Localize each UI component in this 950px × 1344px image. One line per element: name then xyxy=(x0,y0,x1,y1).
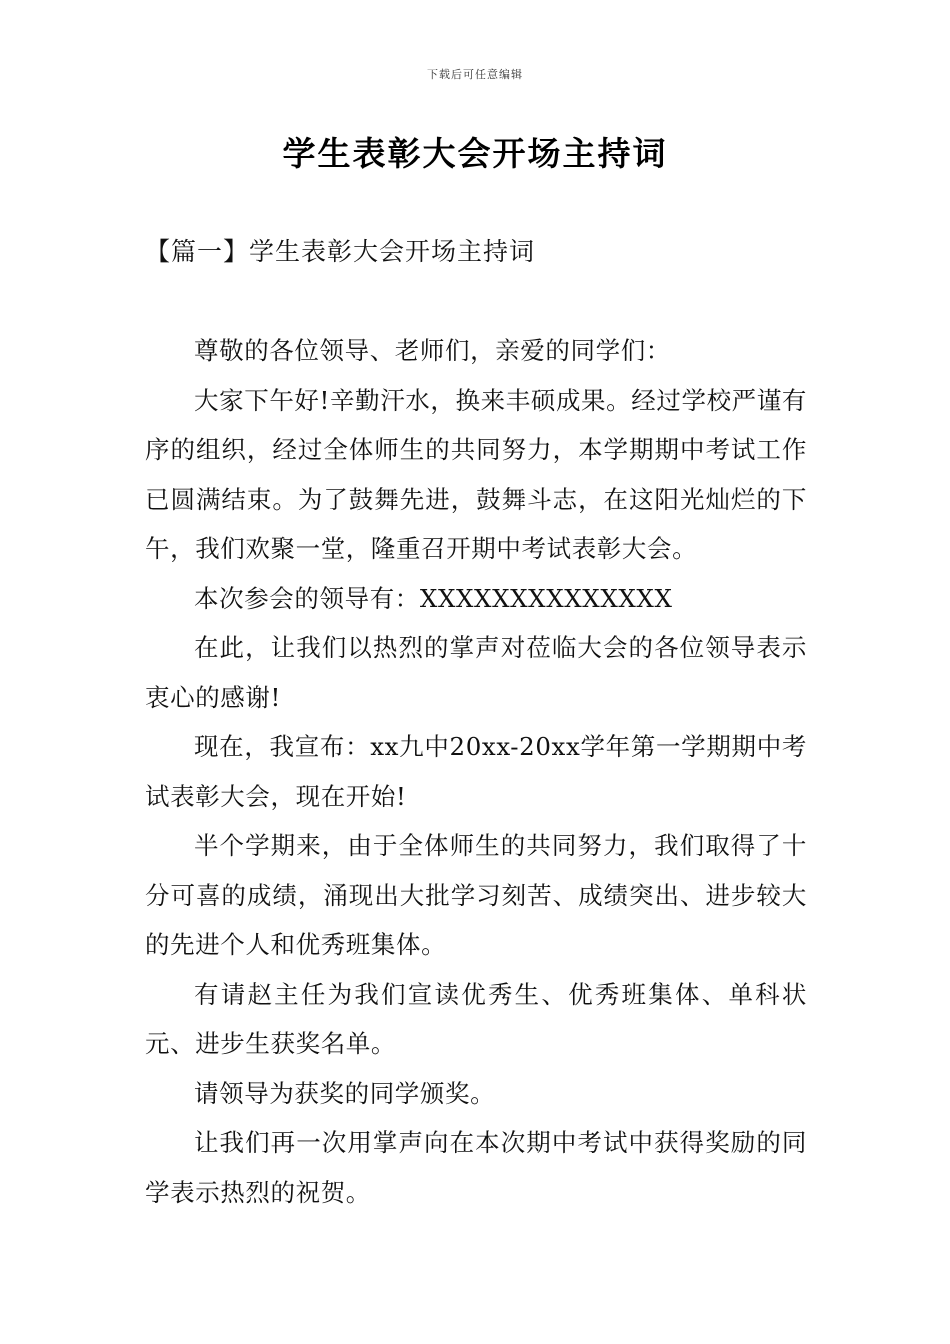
paragraph-greeting: 尊敬的各位领导、老师们，亲爱的同学们： xyxy=(194,336,671,365)
paragraph-award-list: 有请赵主任为我们宣读优秀生、优秀班集体、单科状元、进步生获奖名单。 xyxy=(145,979,807,1058)
paragraph-award-ceremony: 请领导为获奖的同学颁奖。 xyxy=(194,1078,496,1108)
section-heading: 【篇一】学生表彰大会开场主持词 xyxy=(145,237,536,266)
paragraph-leaders: 本次参会的领导有：XXXXXXXXXXXXXX xyxy=(194,583,673,613)
document-title: 学生表彰大会开场主持词 xyxy=(282,134,668,173)
paragraph-thanks: 在此，让我们以热烈的掌声对莅临大会的各位领导表示衷心的感谢! xyxy=(145,633,807,712)
paragraph-opening: 大家下午好!辛勤汗水，换来丰硕成果。经过学校严谨有序的组织，经过全体师生的共同努力，本学期期中考试工作已圆满结束。为了鼓舞先进，鼓舞斗志，在这阳光灿烂的下午，我们欢聚一堂，隆重召开期中考试表彰大会。 xyxy=(145,385,807,563)
paragraph-achievements: 半个学期来，由于全体师生的共同努力，我们取得了十分可喜的成绩，涌现出大批学习刻苦、成绩突出、进步较大的先进个人和优秀班集体。 xyxy=(145,831,807,959)
paragraph-congratulations: 让我们再一次用掌声向在本次期中考试中获得奖励的同学表示热烈的祝贺。 xyxy=(145,1128,807,1207)
document-body xyxy=(145,326,807,1217)
paragraph-announcement: 现在，我宣布：xx九中20xx-20xx学年第一学期期中考试表彰大会，现在开始! xyxy=(145,732,807,811)
header-note: 下载后可任意编辑 xyxy=(427,68,523,81)
